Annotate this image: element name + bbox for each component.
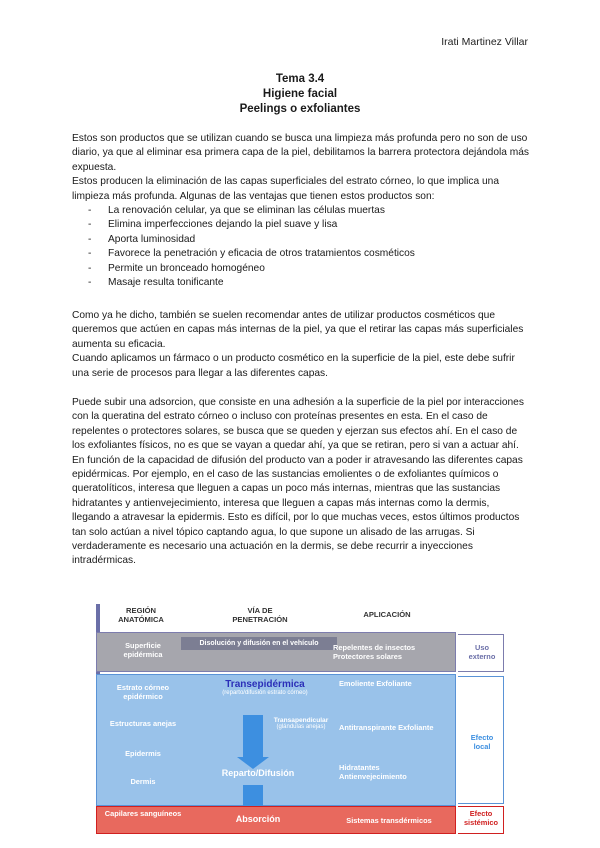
systemic-route: Absorción bbox=[235, 814, 281, 824]
reparto-label: Reparto/Difusión bbox=[221, 768, 295, 778]
arrow-shaft-lower bbox=[243, 785, 263, 807]
list-item: - La renovación celular, ya que se eliminan las células muertas bbox=[72, 204, 530, 218]
local-application-3: Hidratantes Antienvejecimiento bbox=[339, 763, 407, 781]
section3-paragraph-2: En función de la capacidad de difusión del producto van a poder ir atravesando las diferentes capas epidérmicas. Por ejemplo, en el caso de las sustancias emolientes o de exfoliantes químicos o queratolíticos, interesa que lleguen a capas un poco más internas, mientras que las sustancias hidratantes y antienvejecimiento, interesa que lleguen a capas más internas como la dermis, llegando a atravesar la epidermis. Esto es difícil, por lo que muchas veces, estos últimos productos tan solo actúan a nivel tópico captando agua, lo que supone un alisado de las arrugas. Si verdaderamente es necesario una actuación en la dermis, se debe recurrir a inyecciones intradérmicas. bbox=[72, 454, 523, 567]
external-application: Repelentes de insectos Protectores solares bbox=[333, 643, 416, 661]
title-subtopic: Peelings o exfoliantes bbox=[239, 103, 361, 115]
external-bracket bbox=[458, 634, 504, 672]
header-region: REGIÓN ANATÓMICA bbox=[118, 606, 164, 624]
document-title bbox=[0, 72, 600, 117]
external-use-label: Uso externo bbox=[468, 643, 496, 661]
section-2 bbox=[72, 309, 530, 381]
local-region-4: Dermis bbox=[130, 777, 156, 786]
local-region-3: Epidermis bbox=[125, 749, 161, 758]
skin-penetration-diagram bbox=[96, 600, 504, 836]
systemic-effect-label: Efecto sistémico bbox=[463, 809, 499, 827]
list-item: - Favorece la penetración y eficacia de otros tratamientos cosméticos bbox=[72, 247, 530, 261]
local-effect-label: Efecto local bbox=[470, 733, 494, 751]
list-item: - Aporta luminosidad bbox=[72, 233, 530, 247]
transepidermal-route bbox=[205, 679, 325, 697]
advantages-list bbox=[72, 204, 530, 290]
local-bracket bbox=[458, 676, 504, 804]
intro-paragraph-1: Estos son productos que se utilizan cuando se busca una limpieza más profunda pero no son de uso diario, ya que al eliminar esa primera capa de la piel, debilitamos la barrera protectora dejándola más expuesta. bbox=[72, 133, 529, 173]
diagram-header bbox=[96, 600, 456, 632]
local-region-1: Estrato córneo epidérmico bbox=[116, 683, 170, 701]
external-route: Disolución y difusión en el vehículo bbox=[181, 637, 337, 650]
header-route: VÍA DE PENETRACIÓN bbox=[232, 606, 288, 624]
transappendageal-subtitle: (glándulas anejas) bbox=[276, 724, 326, 730]
section3-paragraph-1: Puede subir una adsorcion, que consiste en una adhesión a la superficie de la piel por interacciones con la queratina del estrato córneo o incluso con proteínas presentes en esta. En el caso de repelentes o protectores solares, se busca que se queden y ejerzan sus efectos ahí. En el caso de los exfoliantes físicos, no es que se vayan a quedar ahí, ya que se retiran, pero si van a actuar ahí. bbox=[72, 397, 524, 452]
list-item: - Permite un bronceado homogéneo bbox=[72, 262, 530, 276]
author-name: Irati Martinez Villar bbox=[441, 36, 528, 48]
header-application: APLICACIÓN bbox=[363, 610, 411, 619]
local-application-1: Emoliente Exfoliante bbox=[339, 679, 412, 688]
section2-paragraph-2: Cuando aplicamos un fármaco o un producto cosmético en la superficie de la piel, este debe sufrir una serie de procesos para llegar a las diferentes capas. bbox=[72, 353, 515, 379]
local-application-2: Antitranspirante Exfoliante bbox=[339, 723, 434, 732]
external-region: Superficie epidérmica bbox=[123, 641, 163, 659]
section-3 bbox=[72, 396, 530, 569]
systemic-region: Capilares sanguíneos bbox=[104, 809, 182, 818]
transepidermal-title: Transepidérmica bbox=[225, 679, 305, 690]
list-item: - Elimina imperfecciones dejando la piel suave y lisa bbox=[72, 218, 530, 232]
external-use-row bbox=[96, 632, 456, 672]
arrow-shaft-upper bbox=[243, 715, 263, 759]
intro-section bbox=[72, 132, 530, 290]
intro-paragraph-2: Estos producen la eliminación de las capas superficiales del estrato córneo, lo que implica una limpieza más profunda. Algunas de las ventajas que tienen estos productos son: bbox=[72, 176, 499, 202]
transepidermal-subtitle: (reparto/difusión estrato córneo) bbox=[222, 690, 308, 696]
local-region-2: Estructuras anejas bbox=[109, 719, 177, 728]
local-effect-row bbox=[96, 674, 456, 806]
list-item: - Masaje resulta tonificante bbox=[72, 276, 530, 290]
systemic-effect-row bbox=[96, 806, 456, 834]
systemic-application: Sistemas transdérmicos bbox=[346, 816, 432, 825]
transappendageal-title: Transapendicular bbox=[273, 717, 329, 724]
systemic-bracket bbox=[458, 806, 504, 834]
title-topic: Tema 3.4 bbox=[275, 73, 325, 85]
section2-paragraph-1: Como ya he dicho, también se suelen recomendar antes de utilizar productos cosméticos que queremos que actúen en capas más internas de la piel, ya que el retirar las capas más superficiales aumenta su eficacia. bbox=[72, 310, 524, 350]
title-subject: Higiene facial bbox=[262, 88, 338, 100]
transappendageal-route bbox=[267, 717, 335, 730]
